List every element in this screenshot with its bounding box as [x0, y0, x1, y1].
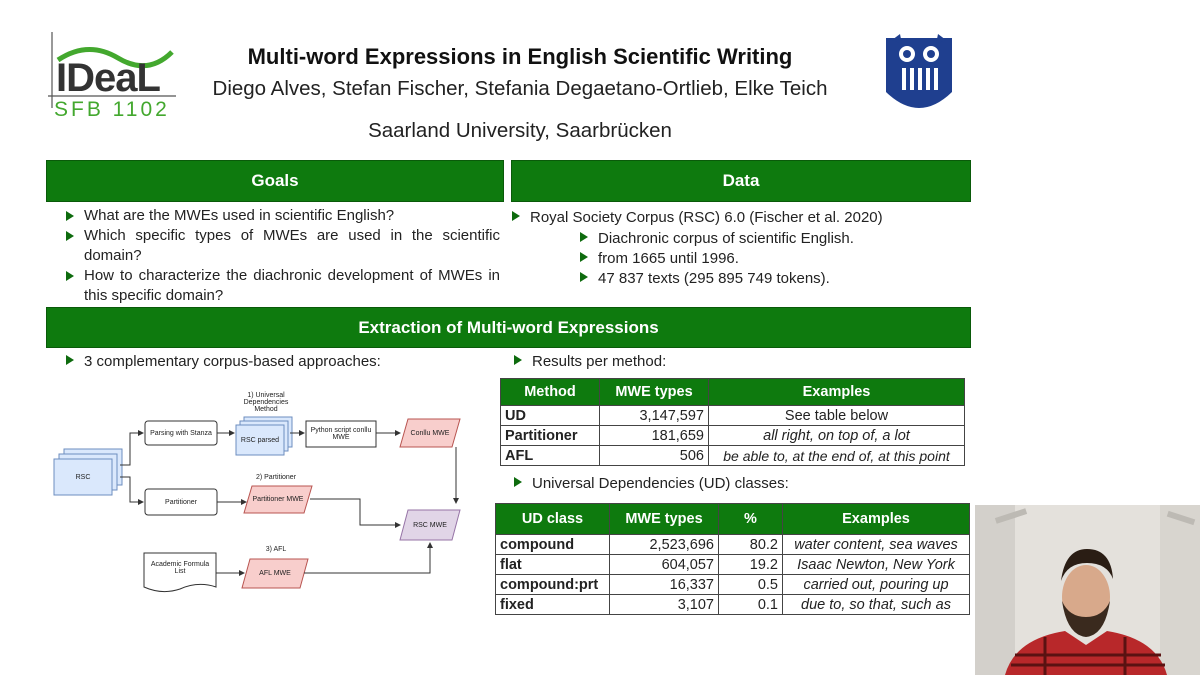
rsc-node: RSC: [75, 473, 91, 481]
ud-classes-table: [495, 503, 970, 615]
table-row: UD 3,147,597 See table below: [501, 406, 965, 426]
conllu-mwe-node: Conllu MWE: [410, 429, 450, 437]
python-script-node: Python script conllu MWE: [310, 427, 372, 441]
ud-classes-label: Universal Dependencies (UD) classes:: [514, 474, 789, 494]
afl-title: 3) AFL: [265, 545, 287, 553]
goal-item: What are the MWEs used in scientific English?: [66, 206, 500, 226]
column-header: %: [719, 504, 783, 535]
rsc-mwe-node: RSC MWE: [413, 521, 447, 529]
presenter-webcam-video: [975, 505, 1200, 675]
university-owl-logo: [880, 32, 958, 120]
column-header: Method: [501, 379, 600, 406]
goal-item: Which specific types of MWEs are used in the scientific domain?: [66, 226, 500, 266]
rsc-parsed-node: RSC parsed: [240, 436, 280, 444]
table-row: compound 2,523,696 80.2 water content, sea waves: [496, 535, 970, 555]
table-row: Partitioner 181,659 all right, on top of, a lot: [501, 426, 965, 446]
data-sub-item: 47 837 texts (295 895 749 tokens).: [580, 269, 854, 289]
table-row: fixed 3,107 0.1 due to, so that, such as: [496, 595, 970, 615]
data-header: Data: [511, 160, 971, 202]
method-diagram: [50, 385, 470, 600]
table-row: compound:prt 16,337 0.5 carried out, pouring up: [496, 575, 970, 595]
goal-item: How to characterize the diachronic development of MWEs in this specific domain?: [66, 266, 500, 306]
bullet-icon: [514, 477, 522, 487]
presenter-image: [975, 505, 1200, 675]
poster-title: Multi-word Expressions in English Scientific Writing: [247, 44, 793, 69]
bullet-icon: [580, 252, 588, 262]
table-header-row: [501, 379, 965, 406]
goals-list: [66, 206, 500, 306]
results-label: Results per method:: [514, 352, 666, 372]
table-row: AFL 506 be able to, at the end of, at this point: [501, 446, 965, 466]
bullet-icon: [514, 355, 522, 365]
column-header: UD class: [496, 504, 610, 535]
partitioner-mwe-node: Partitioner MWE: [252, 496, 304, 503]
bullet-icon: [580, 272, 588, 282]
stanza-node: Parsing with Stanza: [150, 429, 212, 437]
column-header: MWE types: [600, 379, 709, 406]
data-main-item: Royal Society Corpus (RSC) 6.0 (Fischer et al. 2020): [512, 208, 883, 228]
data-sub-item: from 1665 until 1996.: [580, 249, 854, 269]
approaches-item: 3 complementary corpus-based approaches:: [66, 352, 381, 372]
bullet-icon: [512, 211, 520, 221]
column-header: Examples: [783, 504, 970, 535]
table-row: flat 604,057 19.2 Isaac Newton, New York: [496, 555, 970, 575]
bullet-icon: [66, 211, 74, 221]
extraction-header: Extraction of Multi-word Expressions: [46, 307, 971, 348]
column-header: MWE types: [610, 504, 719, 535]
bullet-icon: [66, 231, 74, 241]
authors: Diego Alves, Stefan Fischer, Stefania Degaetano-Ortlieb, Elke Teich: [212, 77, 828, 100]
ud-method-title: 1) Universal Dependencies Method: [243, 391, 289, 413]
affiliation: Saarland University, Saarbrücken: [368, 119, 672, 142]
column-header: Examples: [709, 379, 965, 406]
data-sub-list: [580, 229, 854, 289]
partitioner-title: 2) Partitioner: [255, 473, 297, 481]
afl-list-node: Academic Formula List: [150, 561, 210, 575]
afl-mwe-node: AFL MWE: [259, 570, 291, 577]
bullet-icon: [66, 355, 74, 365]
data-sub-item: Diachronic corpus of scientific English.: [580, 229, 854, 249]
goals-header: Goals: [46, 160, 504, 202]
method-table: [500, 378, 965, 466]
ideal-logo: [48, 30, 178, 125]
table-header-row: [496, 504, 970, 535]
logo-subtitle: SFB 1102: [54, 98, 170, 121]
bullet-icon: [580, 232, 588, 242]
bullet-icon: [66, 271, 74, 281]
partitioner-node: Partitioner: [165, 498, 197, 506]
logo-text: IDeaL: [56, 56, 160, 100]
